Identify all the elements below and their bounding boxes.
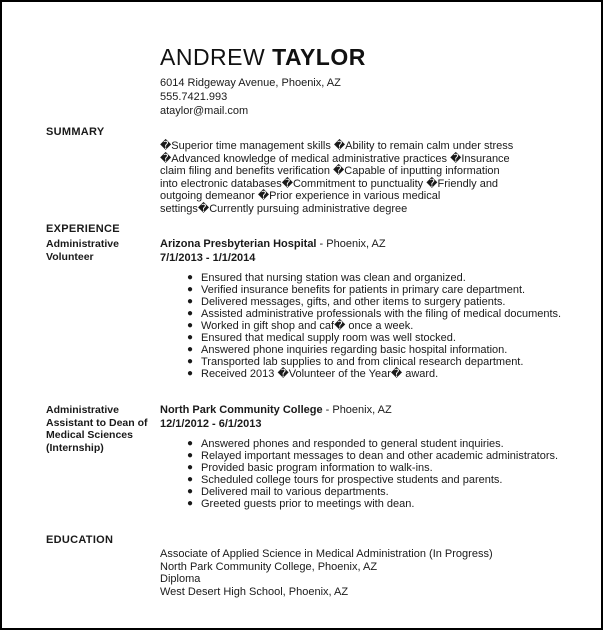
duties-list bbox=[160, 272, 570, 380]
job-entry bbox=[160, 403, 570, 510]
bullet-icon: ● bbox=[187, 332, 194, 343]
email: ataylor@mail.com bbox=[160, 105, 249, 117]
bullet-icon: ● bbox=[187, 344, 194, 355]
education-line: North Park Community College, Phoenix, AZ bbox=[160, 560, 378, 573]
list-item: ● Worked in gift shop and caf� once a week. bbox=[187, 320, 414, 332]
list-item: ● Answered phones and responded to general student inquiries. bbox=[187, 438, 504, 450]
location: - Phoenix, AZ bbox=[316, 238, 386, 250]
bullet-icon: ● bbox=[187, 356, 194, 367]
bullet-icon: ● bbox=[187, 438, 194, 449]
last-name: TAYLOR bbox=[272, 44, 366, 70]
bullet-icon: ● bbox=[187, 486, 194, 497]
education-line: Diploma bbox=[160, 573, 201, 585]
summary-line: outgoing demeanor �Prior experience in various medical bbox=[160, 190, 441, 202]
education-line: Associate of Applied Science in Medical Administration (In Progress) bbox=[160, 548, 493, 560]
bullet-icon: ● bbox=[187, 296, 194, 307]
bullet-icon: ● bbox=[187, 368, 194, 379]
duties-list bbox=[160, 438, 570, 510]
location: - Phoenix, AZ bbox=[322, 404, 392, 416]
bullet-icon: ● bbox=[187, 272, 194, 283]
role-line: Assistant to Dean of bbox=[46, 416, 148, 429]
bullet-icon: ● bbox=[187, 284, 194, 295]
job-dates: 12/1/2012 - 6/1/2013 bbox=[160, 418, 262, 430]
bullet-icon: ● bbox=[187, 462, 194, 473]
summary-line: �Superior time management skills �Ability to remain calm under stress bbox=[160, 140, 514, 152]
list-item: ● Verified insurance benefits for patients in primary care department. bbox=[187, 284, 526, 296]
list-item: ● Delivered messages, gifts, and other items to surgery patients. bbox=[187, 296, 506, 308]
job-role bbox=[46, 404, 156, 454]
list-item: ● Provided basic program information to walk-ins. bbox=[187, 462, 433, 474]
contact-block bbox=[160, 76, 341, 118]
education-line: West Desert High School, Phoenix, AZ bbox=[160, 585, 349, 598]
list-item: ● Answered phone inquiries regarding basic hospital information. bbox=[187, 344, 508, 356]
education-heading: EDUCATION bbox=[46, 534, 114, 546]
list-item: ● Delivered mail to various departments. bbox=[187, 486, 389, 498]
summary-line: �Advanced knowledge of medical administrative practices �Insurance bbox=[160, 152, 510, 165]
list-item: ● Greeted guests prior to meetings with dean. bbox=[187, 498, 415, 510]
list-item: ● Ensured that medical supply room was well stocked. bbox=[187, 332, 456, 344]
role-line: Administrative bbox=[46, 238, 119, 250]
summary-text bbox=[160, 140, 555, 215]
bullet-icon: ● bbox=[187, 498, 194, 509]
list-item: ● Relayed important messages to dean and other academic administrators. bbox=[187, 450, 559, 462]
phone: 555.7421.993 bbox=[160, 91, 228, 103]
address: 6014 Ridgeway Avenue, Phoenix, AZ bbox=[160, 77, 341, 89]
bullet-icon: ● bbox=[187, 308, 194, 319]
list-item: ● Transported lab supplies to and from clinical research department. bbox=[187, 356, 524, 368]
experience-heading: EXPERIENCE bbox=[46, 223, 120, 235]
role-line: (Internship) bbox=[46, 441, 104, 454]
candidate-name bbox=[160, 44, 366, 70]
summary-line: settings�Currently pursuing administrative degree bbox=[160, 202, 408, 215]
education-block bbox=[160, 548, 493, 598]
first-name: ANDREW bbox=[160, 44, 266, 70]
employer bbox=[160, 237, 570, 251]
job-role bbox=[46, 238, 156, 263]
employer bbox=[160, 403, 570, 417]
list-item: ● Assisted administrative professionals with the filing of medical documents. bbox=[187, 308, 562, 320]
organization: North Park Community College bbox=[160, 404, 323, 416]
list-item: ● Received 2013 �Volunteer of the Year� award. bbox=[187, 368, 439, 380]
summary-line: claim filing and benefits verification �Capable of inputting information bbox=[160, 165, 500, 177]
job-entry bbox=[160, 237, 570, 380]
list-item: ● Ensured that nursing station was clean and organized. bbox=[187, 272, 466, 284]
bullet-icon: ● bbox=[187, 450, 194, 461]
organization: Arizona Presbyterian Hospital bbox=[160, 238, 317, 250]
role-line: Administrative bbox=[46, 404, 119, 416]
bullet-icon: ● bbox=[187, 320, 194, 331]
job-dates: 7/1/2013 - 1/1/2014 bbox=[160, 252, 256, 264]
summary-heading: SUMMARY bbox=[46, 126, 105, 138]
role-line: Medical Sciences bbox=[46, 429, 133, 441]
list-item: ● Scheduled college tours for prospective students and parents. bbox=[187, 474, 503, 486]
bullet-icon: ● bbox=[187, 474, 194, 485]
role-line: Volunteer bbox=[46, 250, 94, 263]
summary-line: into electronic databases�Commitment to punctuality �Friendly and bbox=[160, 177, 499, 190]
